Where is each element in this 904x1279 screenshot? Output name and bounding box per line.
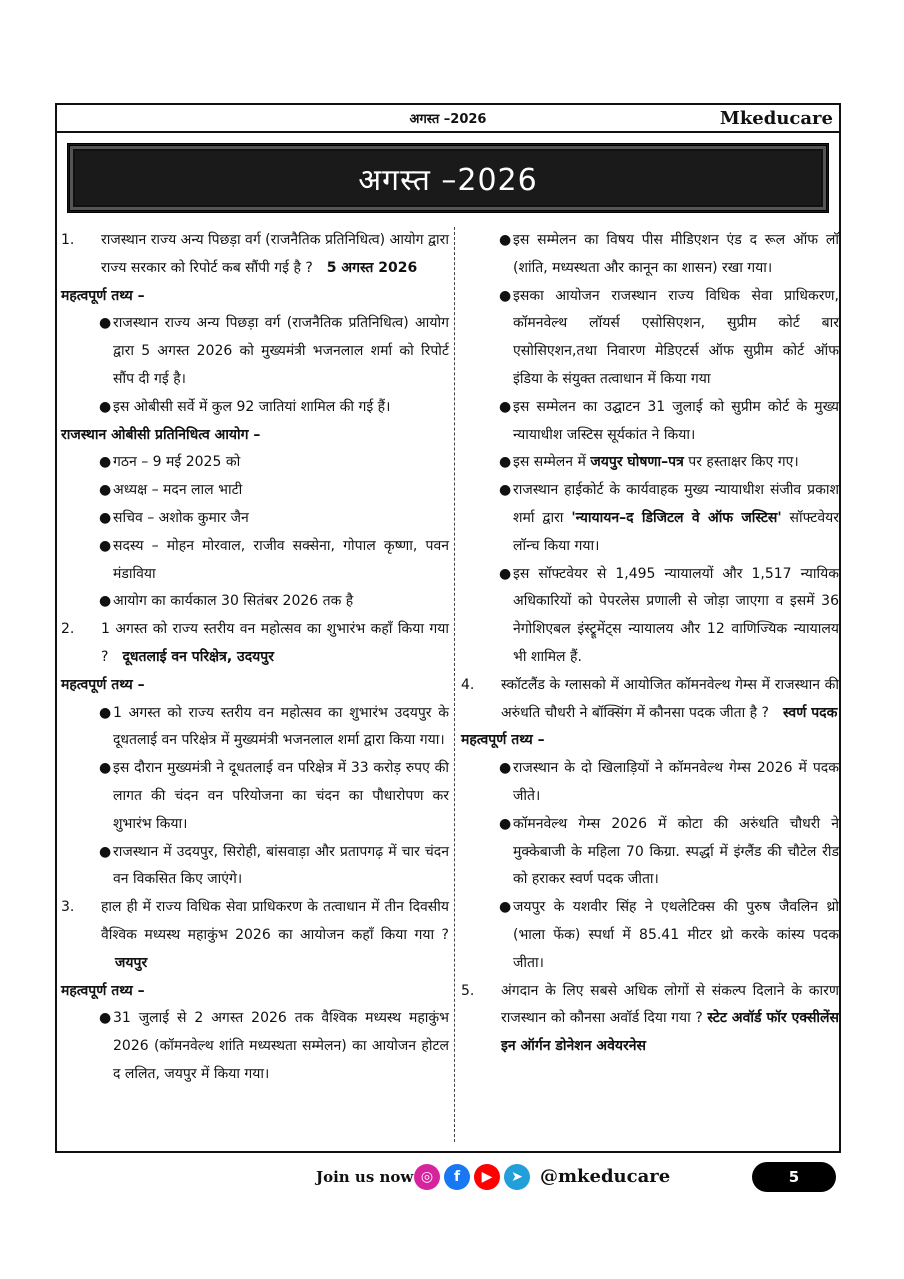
section-heading: महत्वपूर्ण तथ्य – [61, 676, 145, 693]
list-item: ● आयोग का कार्यकाल 30 सितंबर 2026 तक है [61, 588, 449, 616]
page-frame [55, 103, 841, 1153]
list-item: ● 1 अगस्त को राज्य स्तरीय वन महोत्सव का शुभारंभ उदयपुर के दूधतलाई वन परिक्षेत्र में मुख्यमंत्री भजनलाल शर्मा द्वारा किया गया। [61, 700, 449, 756]
footer [0, 1162, 904, 1196]
list-item: ● कॉमनवेल्थ गेम्स 2026 में कोटा की अरुंधति चौधरी ने मुक्केबाजी के महिला 70 किग्रा. स्पर्द्धा में इंग्लैंड की चौटेल रीड को हराकर स्वर्ण पदक जीता। [461, 811, 839, 894]
bullet-icon: ● [499, 232, 512, 248]
question-text: 1 अगस्त को राज्य स्तरीय वन महोत्सव का शुभारंभ कहाँ किया गया ? [101, 621, 449, 665]
section-heading: महत्वपूर्ण तथ्य – [61, 287, 145, 304]
question-2 [61, 616, 449, 672]
bullet-icon: ● [99, 704, 112, 721]
bullet-icon: ● [99, 398, 112, 415]
question-1 [61, 227, 449, 283]
page-number: 5 [752, 1162, 836, 1192]
list-item: ● राजस्थान में उदयपुर, सिरोही, बांसवाड़ा और प्रतापगढ़ में चार चंदन वन विकसित किए जाएंगे। [61, 839, 449, 895]
question-text: स्कॉटलैंड के ग्लासको में आयोजित कॉमनवेल्थ गेम्स में राजस्थान की अरुंधति चौधरी ने बॉक्सिंग में कौनसा पदक जीता है ? [501, 676, 839, 721]
list-item: ● राजस्थान राज्य अन्य पिछड़ा वर्ग (राजनैतिक प्रतिनिधित्व) आयोग द्वारा 5 अगस्त 2026 को मुख्यमंत्री भजनलाल शर्मा को रिपोर्ट सौंप दी गई है। [61, 310, 449, 393]
bullet-icon: ● [99, 537, 112, 554]
list-item: ● 31 जुलाई से 2 अगस्त 2026 तक वैश्विक मध्यस्थ महाकुंभ 2026 (कॉमनवेल्थ शांति मध्यस्थता सम्मेलन) का आयोजन होटल द ललित, जयपुर में किया गया। [61, 1005, 449, 1088]
question-answer: स्टेट अवॉर्ड फॉर एक्सीलेंस इन ऑर्गन डोनेशन अवेयरनेस [501, 1010, 839, 1055]
title-banner [67, 143, 829, 213]
facebook-icon[interactable]: f [444, 1164, 470, 1190]
bullet-icon: ● [499, 287, 512, 304]
banner-title: अगस्त –2026 [358, 163, 538, 198]
question-answer: स्वर्ण पदक [782, 704, 838, 721]
question-text: राजस्थान राज्य अन्य पिछड़ा वर्ग (राजनैतिक प्रतिनिधित्व) आयोग द्वारा राज्य सरकार को रिपोर्ट कब सौंपी गई है ? [101, 232, 449, 276]
list-item: ● सचिव – अशोक कुमार जैन [61, 505, 449, 533]
instagram-icon[interactable]: ◎ [414, 1164, 440, 1190]
question-text: हाल ही में राज्य विधिक सेवा प्राधिकरण के तत्वाधान में तीन दिवसीय वैश्विक मध्यस्थ महाकुंभ 2026 का आयोजन कहाँ किया गया ? [101, 899, 449, 943]
bullet-icon: ● [99, 509, 112, 526]
bullet-icon: ● [99, 315, 112, 332]
question-answer: जयपुर [115, 954, 148, 971]
brand-name: Mkeducare [719, 108, 833, 129]
column-divider [454, 227, 455, 1142]
list-item: ● गठन – 9 मई 2025 को [61, 449, 449, 477]
section-heading: राजस्थान ओबीसी प्रतिनिधित्व आयोग – [61, 426, 261, 443]
list-item: ● इस दौरान मुख्यमंत्री ने दूधतलाई वन परिक्षेत्र में 33 करोड़ रुपए की लागत की चंदन वन परियोजना का चंदन का पौधारोपण कर शुभारंभ किया। [61, 755, 449, 838]
running-header [57, 105, 839, 133]
bullet-icon: ● [499, 565, 512, 582]
question-5 [461, 978, 839, 1061]
social-handle[interactable]: @mkeducare [540, 1166, 671, 1187]
question-4 [461, 672, 839, 728]
question-answer: 5 अगस्त 2026 [326, 259, 418, 276]
section-heading: महत्वपूर्ण तथ्य – [61, 982, 145, 999]
list-item: ● इस ओबीसी सर्वे में कुल 92 जातियां शामिल की गई हैं। [61, 394, 449, 422]
bullet-icon: ● [499, 899, 512, 916]
bullet-icon: ● [499, 760, 512, 777]
bullet-icon: ● [499, 482, 512, 499]
question-text: अंगदान के लिए सबसे अधिक लोगों से संकल्प दिलाने के कारण राजस्थान को कौनसा अवॉर्ड दिया गया ? [501, 982, 839, 1027]
bullet-icon: ● [499, 454, 512, 471]
bullet-icon: ● [99, 482, 112, 499]
list-item: ● इस सॉफ्टवेयर से 1,495 न्यायालयों और 1,517 न्यायिक अधिकारियों को पेपरलेस प्रणाली से जोड़ा जाएगा व इसमें 36 नेगोशिएबल इंस्ट्रूमेंट्स न्यायालय और 12 वाणिज्यिक न्यायालय भी शामिल हैं. [461, 561, 839, 672]
emphasis-text: जयपुर घोषणा–पत्र [590, 454, 684, 471]
right-column [461, 227, 839, 1061]
section-heading: महत्वपूर्ण तथ्य – [461, 732, 545, 749]
bullet-icon: ● [99, 454, 112, 471]
list-item: ● राजस्थान हाईकोर्ट के कार्यवाहक मुख्य न्यायाधीश संजीव प्रकाश शर्मा द्वारा 'न्यायायन–द डिजिटल वे ऑफ जस्टिस' सॉफ्टवेयर लॉन्च किया गया। [461, 477, 839, 560]
left-column [61, 227, 449, 1089]
running-title: अगस्त –2026 [409, 112, 487, 127]
emphasis-text: 'न्यायायन–द डिजिटल वे ऑफ जस्टिस' [571, 509, 782, 526]
bullet-icon: ● [499, 815, 512, 832]
bullet-icon: ● [99, 1010, 112, 1027]
telegram-icon[interactable]: ➤ [504, 1164, 530, 1190]
social-icons [414, 1164, 530, 1190]
question-answer: दूधतलाई वन परिक्षेत्र, उदयपुर [122, 648, 274, 665]
question-number: 3. [61, 899, 75, 916]
list-item: ● इस सम्मेलन का उद्घाटन 31 जुलाई को सुप्रीम कोर्ट के मुख्य न्यायाधीश जस्टिस सूर्यकांत ने किया। [461, 394, 839, 450]
question-number: 4. [461, 676, 475, 693]
list-item: ● अध्यक्ष – मदन लाल भाटी [61, 477, 449, 505]
list-item: ● जयपुर के यशवीर सिंह ने एथलेटिक्स की पुरुष जैवलिन थ्रो (भाला फेंक) स्पर्धा में 85.41 मीटर थ्रो करके कांस्य पदक जीता। [461, 894, 839, 977]
join-text: Join us now [316, 1168, 414, 1186]
youtube-icon[interactable]: ▶ [474, 1164, 500, 1190]
question-number: 5. [461, 982, 475, 999]
list-item: ● इसका आयोजन राजस्थान राज्य विधिक सेवा प्राधिकरण, कॉमनवेल्थ लॉयर्स एसोसिएशन, सुप्रीम कोर्ट बार एसोसिएशन,तथा निवारण मेडिएटर्स ऑफ सुप्रीम कोर्ट ऑफ इंडिया के संयुक्त तत्वाधान में किया गया [461, 283, 839, 394]
list-item: ● सदस्य – मोहन मोरवाल, राजीव सक्सेना, गोपाल कृष्णा, पवन मंडाविया [61, 533, 449, 589]
list-item: ● राजस्थान के दो खिलाड़ियों ने कॉमनवेल्थ गेम्स 2026 में पदक जीते। [461, 755, 839, 811]
bullet-icon: ● [499, 398, 512, 415]
bullet-icon: ● [99, 593, 112, 610]
list-item: ● इस सम्मेलन में जयपुर घोषणा–पत्र पर हस्ताक्षर किए गए। [461, 449, 839, 477]
list-item: ● इस सम्मेलन का विषय पीस मीडिएशन एंड द रूल ऑफ लॉ (शांति, मध्यस्थता और कानून का शासन) रखा गया। [461, 227, 839, 283]
bullet-icon: ● [99, 843, 112, 860]
question-3 [61, 894, 449, 977]
question-number: 1. [61, 232, 75, 248]
bullet-icon: ● [99, 760, 112, 777]
question-number: 2. [61, 621, 75, 638]
